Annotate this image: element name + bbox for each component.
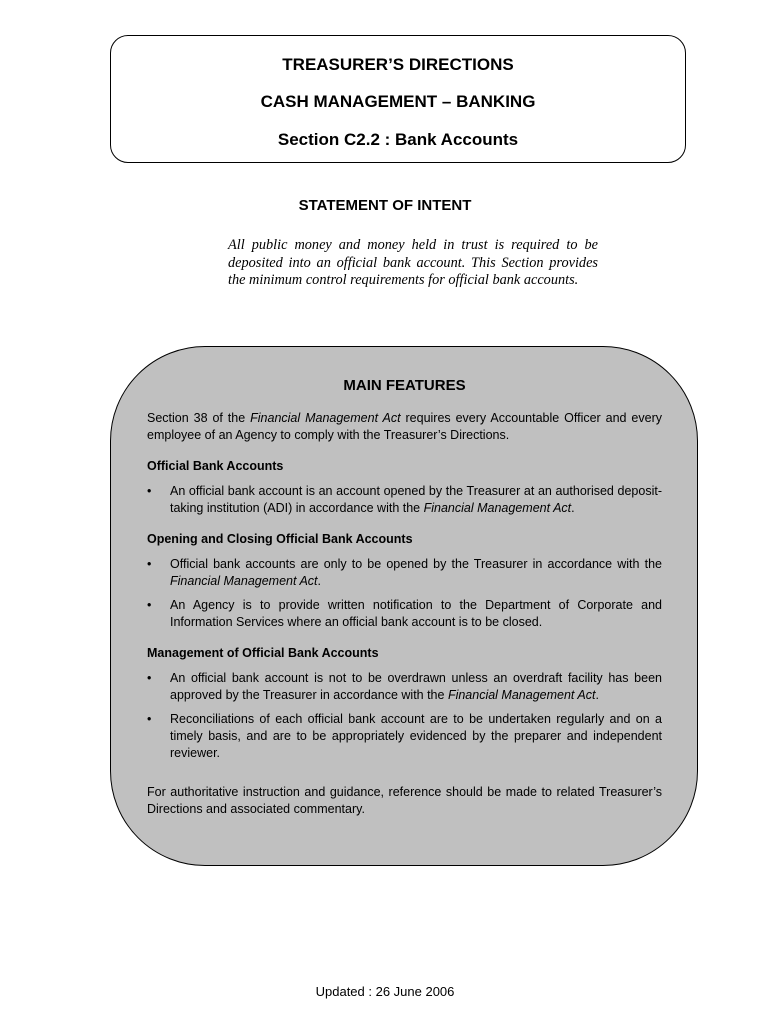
section-title: Section C2.2 : Bank Accounts [277, 130, 519, 149]
opening-closing-list [147, 556, 662, 631]
list-item: • An Agency is to provide written notification to the Department of Corporate and Information Services where an official bank account is to be closed. [147, 598, 662, 629]
statement-of-intent-heading: STATEMENT OF INTENT [298, 197, 472, 214]
document-subtitle: CASH MANAGEMENT – BANKING [260, 92, 536, 111]
title-box [110, 35, 686, 163]
main-features-content [147, 377, 662, 832]
bullet-icon: • [147, 712, 152, 726]
subheading-official-bank-accounts: Official Bank Accounts [147, 459, 284, 473]
list-item: • An official bank account is not to be overdrawn unless an overdraft facility has been approved by the Treasurer in accordance with the Financial Management Act. [147, 671, 662, 702]
subheading-management: Management of Official Bank Accounts [147, 646, 379, 660]
document-title: TREASURER’S DIRECTIONS [282, 55, 514, 74]
list-item: • An official bank account is an account opened by the Treasurer at an authorised deposit-taking institution (ADI) in accordance with the Financial Management Act. [147, 484, 662, 515]
bullet-icon: • [147, 671, 152, 685]
bullet-icon: • [147, 598, 152, 612]
subheading-opening-closing: Opening and Closing Official Bank Accounts [147, 532, 413, 546]
main-features-title: MAIN FEATURES [343, 377, 466, 394]
bullet-icon: • [147, 557, 152, 571]
list-item: • Reconciliations of each official bank account are to be undertaken regularly and on a timely basis, and are to be appropriately evidenced by the preparer and independent reviewer. [147, 712, 662, 760]
bullet-icon: • [147, 484, 152, 498]
act-reference: Financial Management Act [250, 411, 401, 425]
closing-paragraph: For authoritative instruction and guidance, reference should be made to related Treasurer’s Directions and associated commentary. [147, 785, 662, 816]
official-accounts-list [147, 483, 662, 517]
list-item: • Official bank accounts are only to be opened by the Treasurer in accordance with the Financial Management Act. [147, 557, 662, 588]
intro-paragraph: Section 38 of the Financial Management Act requires every Accountable Officer and every employee of an Agency to comply with the Treasurer’s Directions. [147, 411, 662, 442]
updated-date: Updated : 26 June 2006 [315, 984, 455, 999]
statement-of-intent-text: All public money and money held in trust is required to be deposited into an official bank account. This Section provides the minimum control requirements for official bank accounts. [228, 237, 598, 288]
main-features-box [110, 346, 698, 866]
management-list [147, 670, 662, 762]
